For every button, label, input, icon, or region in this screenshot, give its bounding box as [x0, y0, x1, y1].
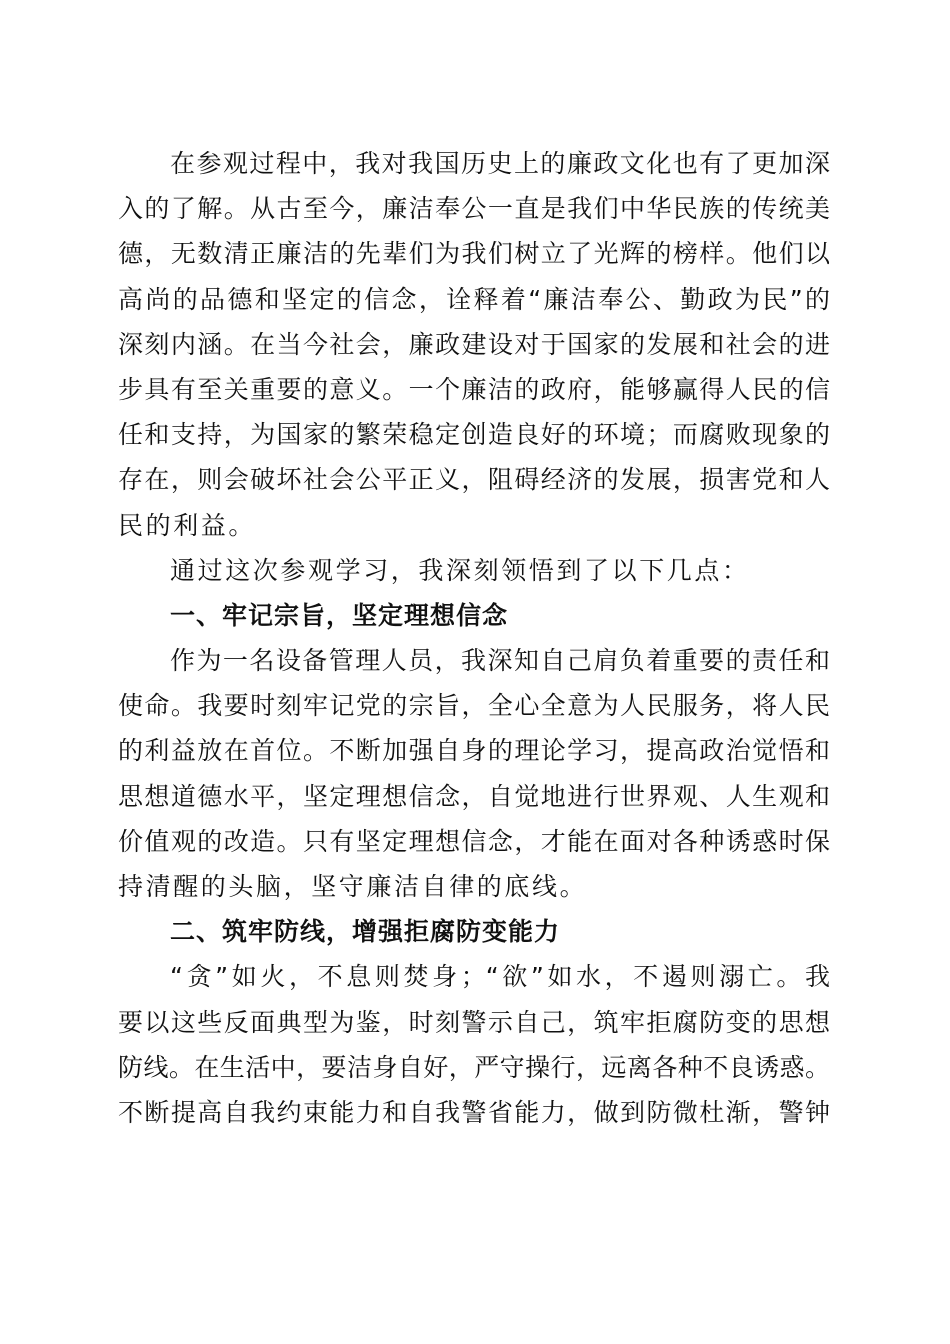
text-line: 高尚的品德和坚定的信念，诠释着“廉洁奉公、勤政为民”的 — [118, 284, 830, 314]
text-line: 深刻内涵。在当今社会，廉政建设对于国家的发展和社会的进 — [118, 329, 830, 359]
text-line: 价值观的改造。只有坚定理想信念，才能在面对各种诱惑时保 — [118, 826, 830, 856]
text-line: 防线。在生活中，要洁身自好，严守操行，远离各种不良诱惑。 — [118, 1052, 830, 1082]
document-body — [118, 141, 830, 1135]
text-line: 不断提高自我约束能力和自我警省能力，做到防微杜渐，警钟 — [118, 1097, 830, 1127]
text-line: 任和支持，为国家的繁荣稳定创造良好的环境；而腐败现象的 — [118, 420, 830, 450]
text-line: 通过这次参观学习，我深刻领悟到了以下几点： — [170, 555, 750, 585]
text-line: 存在，则会破坏社会公平正义，阻碍经济的发展，损害党和人 — [118, 465, 830, 495]
section-heading-1: 一、牢记宗旨，坚定理想信念 — [170, 600, 509, 630]
text-line: 入的了解。从古至今，廉洁奉公一直是我们中华民族的传统美 — [118, 194, 830, 224]
text-line: 步具有至关重要的意义。一个廉洁的政府，能够赢得人民的信 — [118, 374, 830, 404]
text-line: 民的利益。 — [118, 510, 257, 540]
text-line: “贪”如火，不息则焚身；“欲”如水，不遏则溺亡。我 — [170, 962, 830, 992]
text-line: 要以这些反面典型为鉴，时刻警示自己，筑牢拒腐防变的思想 — [118, 1007, 830, 1037]
text-line: 在参观过程中，我对我国历史上的廉政文化也有了更加深 — [170, 149, 830, 178]
text-line: 作为一名设备管理人员，我深知自己肩负着重要的责任和 — [170, 646, 830, 676]
text-line: 德，无数清正廉洁的先辈们为我们树立了光辉的榜样。他们以 — [118, 239, 830, 269]
text-line: 使命。我要时刻牢记党的宗旨，全心全意为人民服务，将人民 — [118, 691, 830, 721]
text-line: 思想道德水平，坚定理想信念，自觉地进行世界观、人生观和 — [118, 781, 830, 811]
text-line: 的利益放在首位。不断加强自身的理论学习，提高政治觉悟和 — [118, 736, 830, 766]
section-heading-2: 二、筑牢防线，增强拒腐防变能力 — [170, 917, 561, 947]
text-line: 持清醒的头脑，坚守廉洁自律的底线。 — [118, 872, 588, 901]
